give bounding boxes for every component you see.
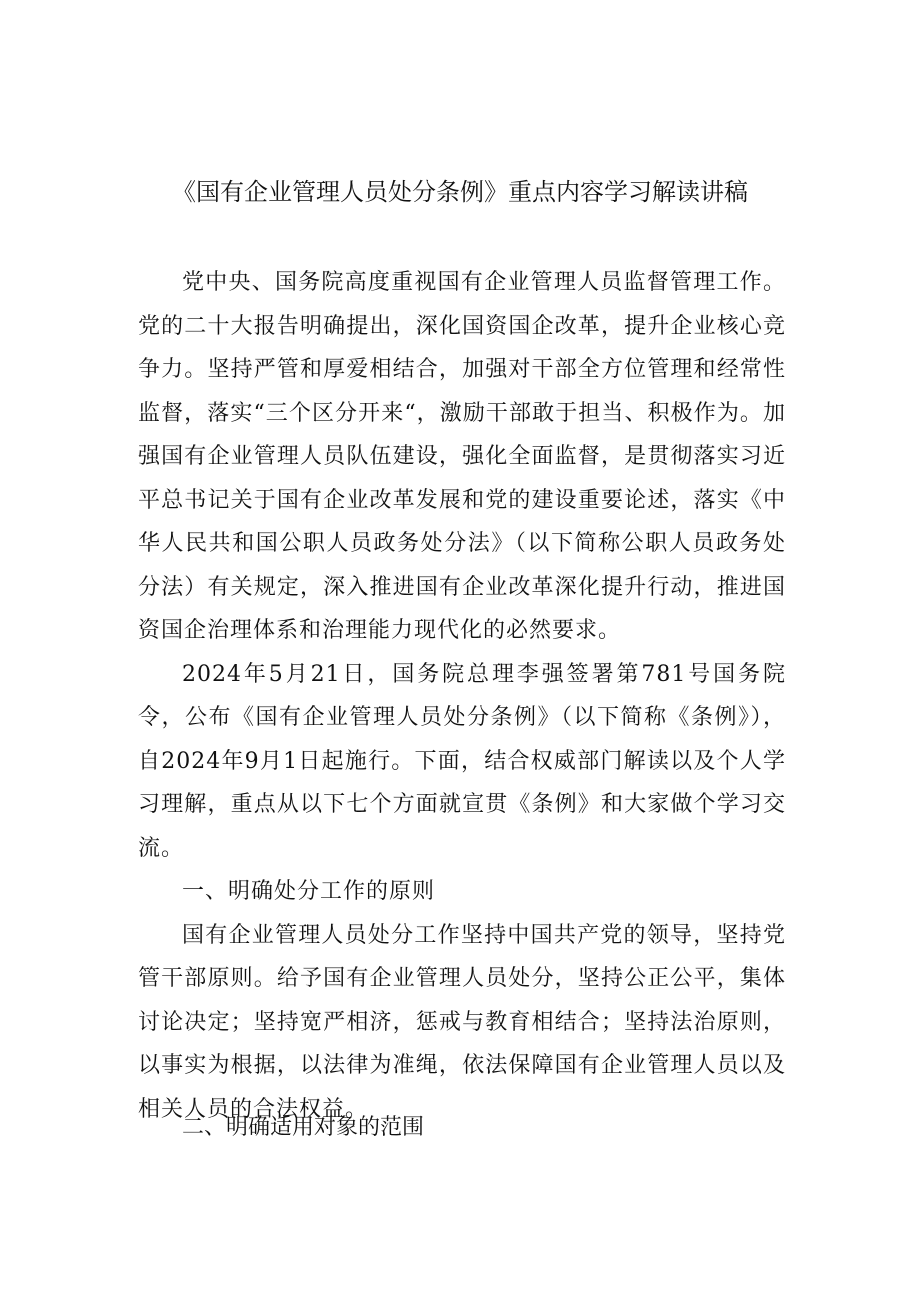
- section-heading-principles: 一、明确处分工作的原则: [182, 879, 436, 904]
- intro-paragraph: 党中央、国务院高度重视国有企业管理人员监督管理工作。党的二十大报告明确提出，深化国资国企改革，提升企业核心竞争力。坚持严管和厚爱相结合，加强对干部全方位管理和经常性监督，落实“三个区分开来“，激励干部敢于担当、积极作为。加强国有企业管理人员队伍建设，强化全面监督，是贯彻落实习近平总书记关于国有企业改革发展和党的建设重要论述，落实《中华人民共和国公职人员政务处分法》（以下简称公职人员政务处分法）有关规定，深入推进国有企业改革深化提升行动，推进国资国企治理体系和治理能力现代化的必然要求。: [138, 270, 786, 643]
- document-body: [138, 261, 786, 1131]
- announcement-paragraph: 2024年5月21日，国务院总理李强签署第781号国务院令，公布《国有企业管理人员处分条例》（以下简称《条例》），自2024年9月1日起施行。下面，结合权威部门解读以及个人学习理解，重点从以下七个方面就宣贯《条例》和大家做个学习交流。: [138, 661, 786, 861]
- document-title: 《国有企业管理人员处分条例》重点内容学习解读讲稿: [172, 178, 748, 206]
- principles-paragraph: 国有企业管理人员处分工作坚持中国共产党的领导，坚持党管干部原则。给予国有企业管理人员处分，坚持公正公平，集体讨论决定；坚持宽严相济，惩戒与教育相结合；坚持法治原则，以事实为根据，以法律为准绳，依法保障国有企业管理人员以及相关人员的合法权益。: [138, 922, 786, 1122]
- section-heading-scope: 二、明确适用对象的范围: [182, 1115, 425, 1140]
